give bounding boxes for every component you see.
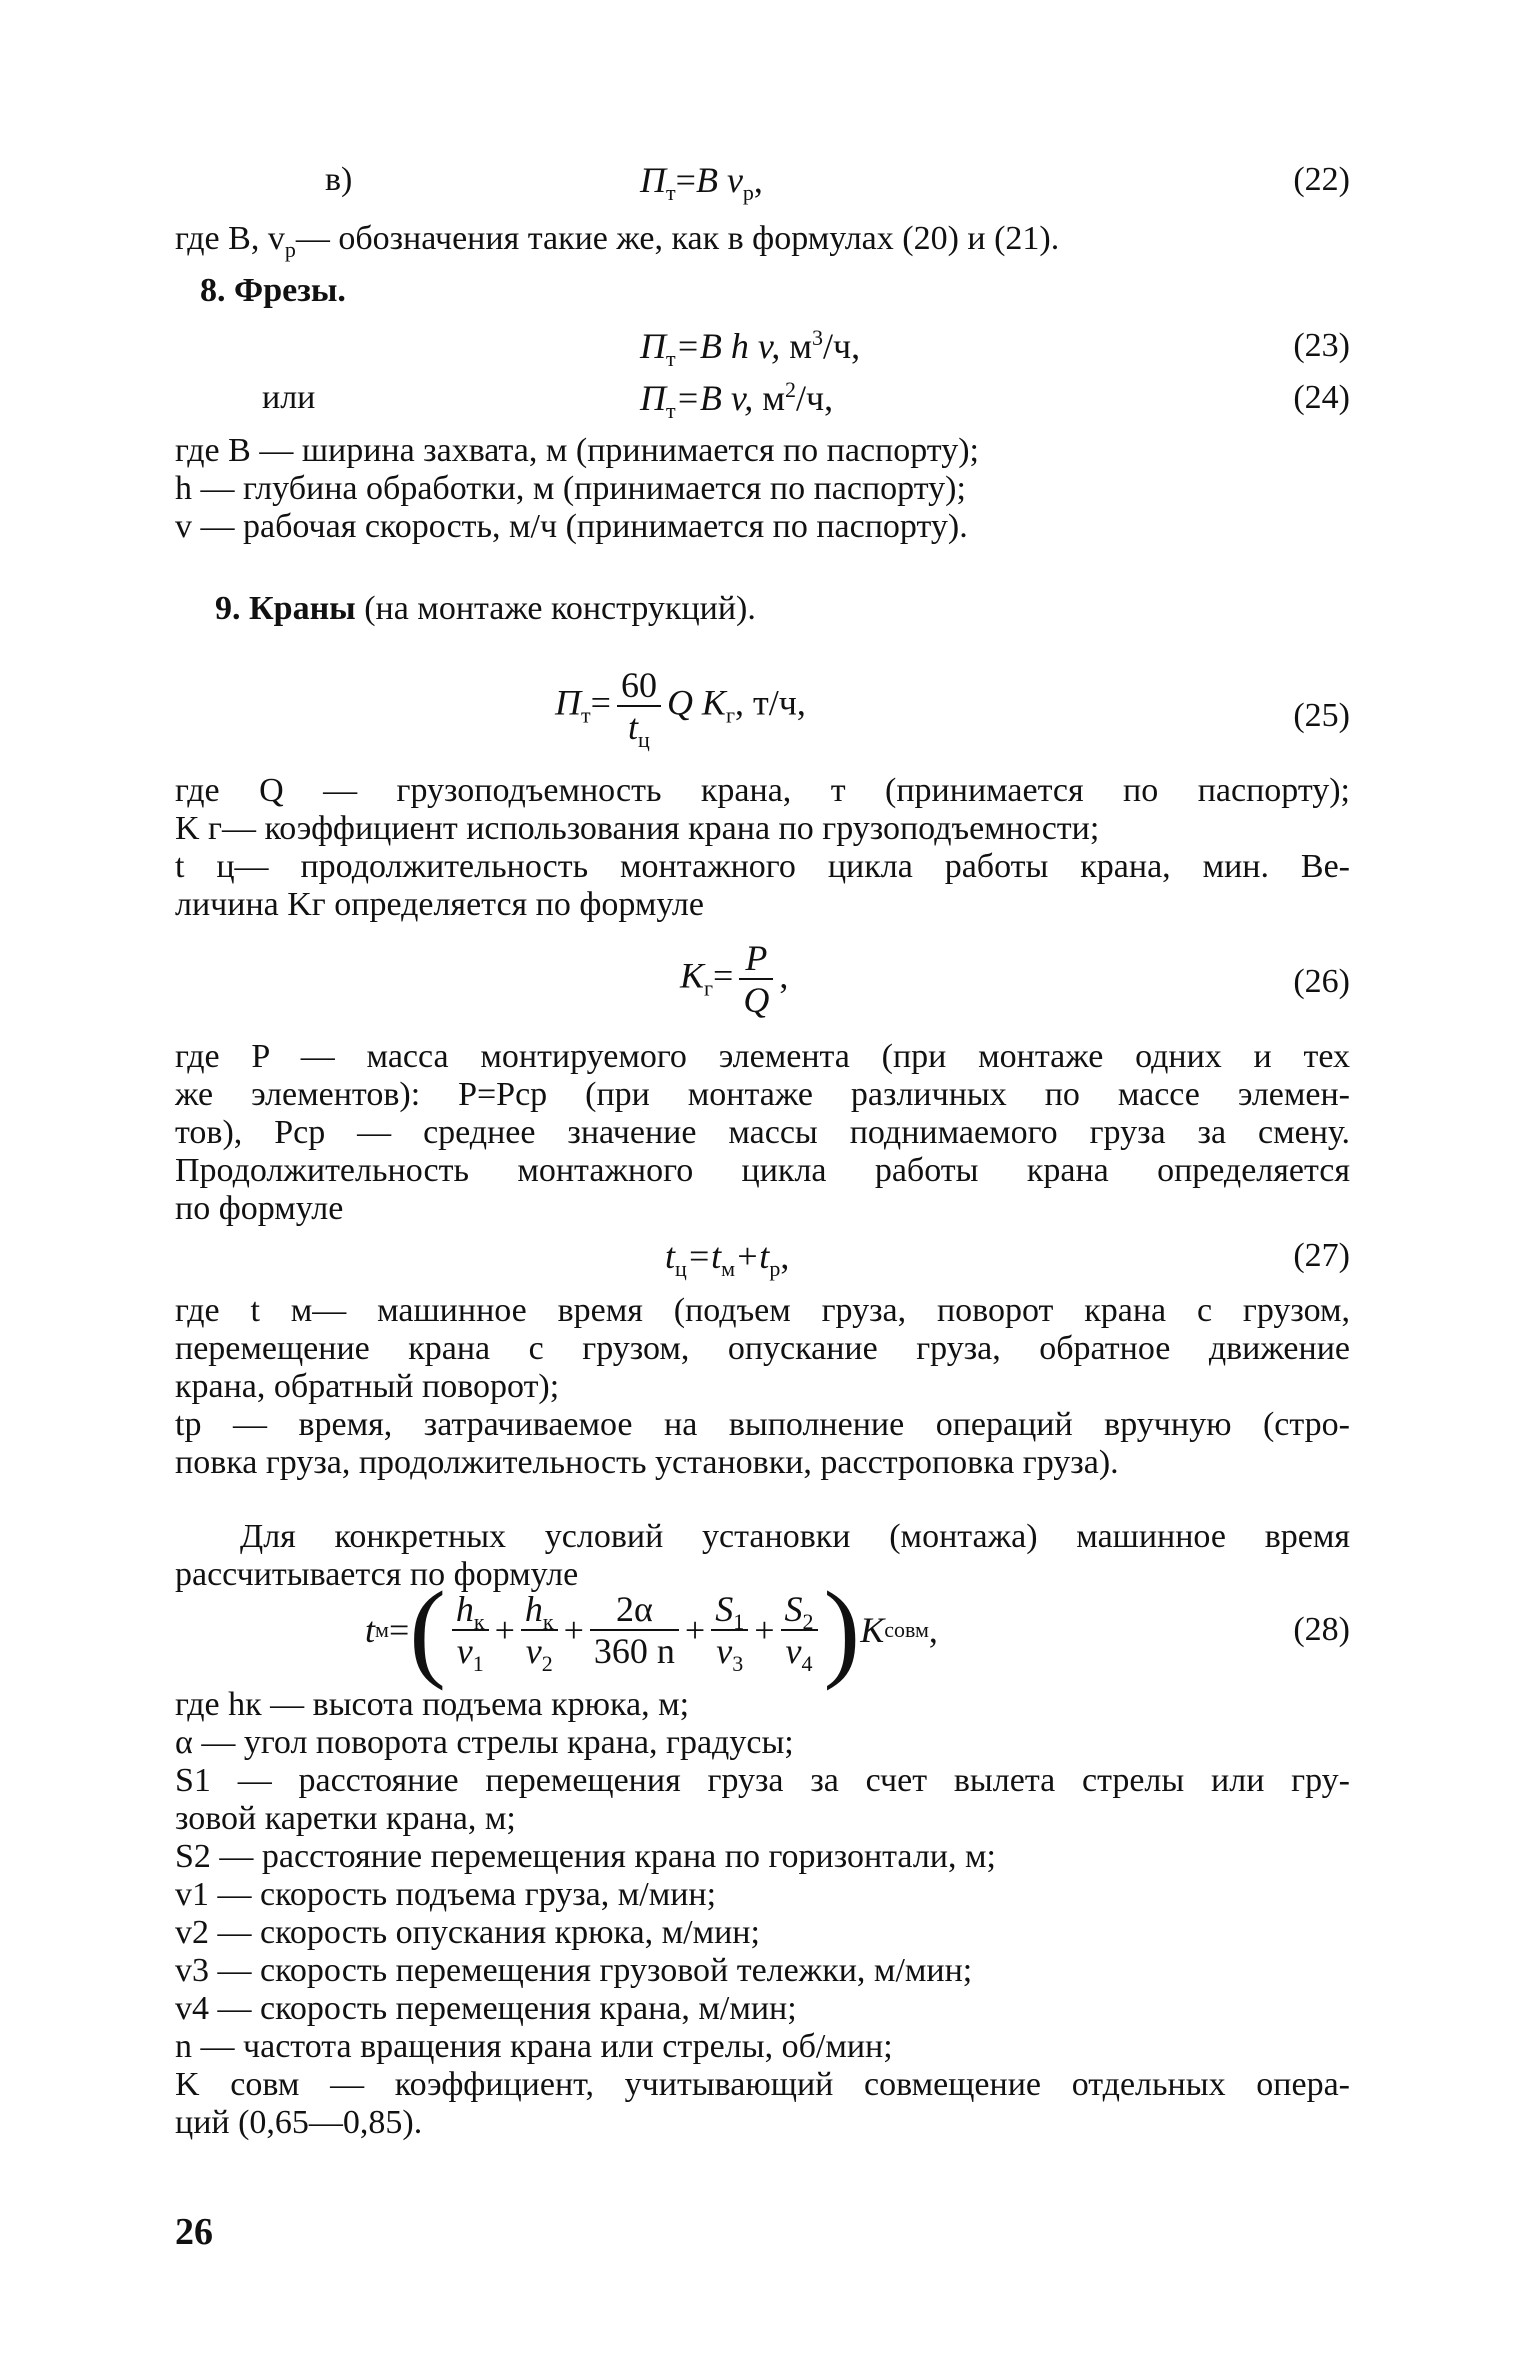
eq23-lhs-sub: т — [666, 346, 676, 372]
eq26-lhs: K — [680, 955, 705, 996]
eq27-lhs: t — [665, 1236, 676, 1276]
eq22-expl-rest: — обозначения такие же, как в формулах (20) и (21). — [295, 220, 1060, 257]
eq27-term2: +t — [735, 1236, 770, 1276]
eq28-f4-den: v — [716, 1631, 733, 1671]
eq25-eqsign: = — [590, 682, 611, 723]
defs28-line-9: v4 — скорость перемещения крана, м/мин; — [175, 1990, 797, 2027]
eq22-lhs: П — [640, 160, 666, 200]
eq24-rhs: =B v, — [675, 378, 754, 418]
eq28-f4-den-sub: 3 — [732, 1651, 744, 1677]
heading-9 — [215, 590, 1390, 628]
eq28-fraction-5 — [781, 1589, 818, 1677]
eq25-rest: Q K — [666, 682, 726, 723]
eq23-number: (23) — [1293, 327, 1350, 364]
defs28-line-2: α — угол поворота стрелы крана, градусы; — [175, 1724, 794, 1761]
heading-8: 8. Фрезы. — [200, 272, 346, 309]
eq24-unit-tail: /ч, — [796, 378, 834, 418]
eq27-term2-sub: р — [769, 1256, 781, 1282]
eq28-f2-den-sub: 2 — [541, 1651, 553, 1677]
eq25-lhs: П — [555, 682, 581, 723]
defs8-line-1: где B — ширина захвата, м (принимается по паспорту); — [175, 432, 979, 469]
defs27-line-4: tр — время, затрачиваемое на выполнение операций вручную (стро- — [175, 1406, 1350, 1443]
defs25-line-2: K г— коэффициент использования крана по грузоподъемности; — [175, 810, 1100, 847]
eq23-unit: м — [789, 326, 812, 366]
eq28-fraction-3 — [590, 1589, 679, 1671]
eq28-f5-den: v — [785, 1631, 802, 1671]
eq28-plus-1: + — [494, 1610, 515, 1650]
eq27-tail: , — [780, 1236, 790, 1276]
eq26-eqsign: = — [713, 955, 734, 996]
eq25-fraction — [617, 665, 661, 753]
eq26-lhs-sub: г — [704, 975, 714, 1001]
defs28-line-10: n — частота вращения крана или стрелы, об/мин; — [175, 2028, 893, 2065]
eq22-tail: , — [753, 160, 763, 200]
eq22-eqsign: = — [675, 160, 696, 200]
eq28-f5-den-sub: 4 — [801, 1651, 813, 1677]
formula-22 — [640, 160, 763, 206]
formula-25 — [555, 665, 806, 753]
heading9-number: 9. — [215, 590, 241, 627]
defs28-line-1: где hк — высота подъема крюка, м; — [175, 1686, 690, 1723]
defs28-line-8: v3 — скорость перемещения грузовой тележки, м/мин; — [175, 1952, 973, 1989]
eq22-lhs-sub: т — [666, 180, 676, 206]
eq22-label: в) — [325, 161, 353, 198]
eq28-f1-num: h — [455, 1589, 474, 1629]
eq22-explanation — [175, 220, 1350, 262]
eq28-fraction-2 — [521, 1589, 558, 1677]
eq28-plus-3: + — [684, 1610, 706, 1650]
eq24-lhs-sub: т — [666, 398, 676, 424]
eq28-fraction-1 — [452, 1589, 489, 1677]
eq25-den-sub: ц — [638, 727, 650, 753]
eq27-term1: =t — [686, 1236, 722, 1276]
defs28-line-5: S2 — расстояние перемещения крана по горизонтали, м; — [175, 1838, 996, 1875]
eq22-number: (22) — [1293, 161, 1350, 198]
defs8-line-3: v — рабочая скорость, м/ч (принимается по паспорту). — [175, 508, 968, 545]
formula-27 — [665, 1236, 790, 1282]
eq27-lhs-sub: ц — [675, 1256, 687, 1282]
eq25-lhs-sub: т — [581, 702, 591, 728]
eq25-unit: , т/ч, — [734, 682, 806, 723]
eq28-f3-num: 2α — [590, 1589, 679, 1631]
formula-23 — [640, 325, 861, 372]
defs8-line-2: h — глубина обработки, м (принимается по паспорту); — [175, 470, 966, 507]
defs27-line-2: перемещение крана с грузом, опускание груза, обратное движение — [175, 1330, 1350, 1367]
eq26-number: (26) — [1293, 963, 1350, 1000]
eq28-plus-4: + — [754, 1610, 775, 1650]
defs28-line-7: v2 — скорость опускания крюка, м/мин; — [175, 1914, 760, 1951]
para28-line-1: Для конкретных условий установки (монтажа) машинное время — [240, 1518, 1350, 1555]
defs25-line-3: t ц— продолжительность монтажного цикла работы крана, мин. Ве- — [175, 848, 1350, 885]
defs26-line-1: где P — масса монтируемого элемента (при монтаже одних и тех — [175, 1038, 1350, 1075]
formula-28: t м = ( $\frac{h_к}{v_1}$ + $\frac{h_к}{v_2}$ + $\frac{2\alpha}{360 n}$ + $\frac{S_1}{v_3}$ + $\frac{S_2}{v_4}$ ) K совм , — [365, 1569, 938, 1691]
eq25-rest-sub: г — [725, 702, 735, 728]
eq28-f2-den: v — [525, 1631, 542, 1671]
defs27-line-1: где t м— машинное время (подъем груза, поворот крана с грузом, — [175, 1292, 1350, 1329]
defs26-line-5: по формуле — [175, 1190, 344, 1227]
heading9-title: Краны — [249, 590, 356, 627]
eq24-lhs: П — [640, 378, 666, 418]
formula-26 — [680, 938, 788, 1020]
eq26-tail: , — [779, 955, 789, 996]
eq22-expl-sub: р — [284, 236, 296, 262]
eq22-expl-start: где B, v — [175, 220, 285, 257]
eq22-rhs-b: B — [695, 160, 718, 200]
defs28-line-3: S1 — расстояние перемещения груза за счет вылета стрелы или гру- — [175, 1762, 1350, 1799]
defs27-line-3: крана, обратный поворот); — [175, 1368, 560, 1405]
defs26-line-4: Продолжительность монтажного цикла работы крана определяется — [175, 1152, 1350, 1189]
defs28-line-12: ций (0,65—0,85). — [175, 2104, 423, 2141]
eq24-unit: м — [762, 378, 785, 418]
formula-24 — [640, 377, 834, 424]
eq22-rhs-v-sub: р — [742, 180, 754, 206]
eq23-unit-sup: 3 — [812, 325, 823, 350]
eq28-k: K — [860, 1610, 885, 1650]
defs26-line-2: же элементов): P=Pср (при монтаже различных по массе элемен- — [175, 1076, 1350, 1113]
defs28-line-6: v1 — скорость подъема груза, м/мин; — [175, 1876, 717, 1913]
eq26-fraction — [739, 938, 773, 1020]
defs28-line-11: K совм — коэффициент, учитывающий совмещение отдельных опера- — [175, 2066, 1350, 2103]
defs26-line-3: тов), Pср — среднее значение массы поднимаемого груза за смену. — [175, 1114, 1350, 1151]
eq28-f3-den: 360 n — [593, 1631, 675, 1671]
eq26-denominator: Q — [743, 980, 770, 1020]
eq24-label: или — [262, 379, 316, 416]
para28-line-2: рассчитывается по формуле — [175, 1556, 579, 1593]
eq28-tail: , — [928, 1610, 938, 1650]
eq27-term1-sub: м — [721, 1256, 736, 1282]
eq25-number: (25) — [1293, 697, 1350, 734]
eq28-fraction-4 — [711, 1589, 748, 1677]
eq25-den: t — [628, 707, 639, 747]
eq28-f1-num-sub: к — [473, 1609, 485, 1635]
eq23-unit-tail: /ч, — [823, 326, 861, 366]
eq28-f5-num-sub: 2 — [802, 1609, 814, 1635]
eq28-f2-num-sub: к — [542, 1609, 554, 1635]
eq28-f5-num: S — [784, 1589, 803, 1629]
eq28-f1-den-sub: 1 — [472, 1651, 484, 1677]
eq28-f4-num-sub: 1 — [733, 1609, 745, 1635]
eq28-lhs: t — [365, 1610, 376, 1650]
eq23-rhs: =B h v, — [675, 326, 781, 366]
heading9-subtitle: (на монтаже конструкций). — [364, 590, 756, 627]
defs25-line-4: личина Kг определяется по формуле — [175, 886, 704, 923]
eq23-lhs: П — [640, 326, 666, 366]
eq25-numerator: 60 — [617, 665, 661, 707]
eq28-plus-2: + — [563, 1610, 584, 1650]
eq24-number: (24) — [1293, 379, 1350, 416]
eq27-number: (27) — [1293, 1237, 1350, 1274]
eq28-number: (28) — [1293, 1611, 1350, 1648]
eq28-f2-num: h — [524, 1589, 543, 1629]
eq28-eqsign: = — [388, 1610, 410, 1650]
eq24-unit-sup: 2 — [785, 377, 796, 402]
eq28-right-paren: ) — [823, 1569, 861, 1691]
eq28-left-paren: ( — [409, 1569, 446, 1691]
defs28-line-4: зовой каретки крана, м; — [175, 1800, 516, 1837]
page-number: 26 — [175, 2211, 213, 2253]
eq26-numerator: P — [739, 938, 773, 980]
eq28-f1-den: v — [456, 1631, 473, 1671]
eq28-f4-num: S — [715, 1589, 734, 1629]
eq22-rhs-v: v — [726, 160, 743, 200]
defs27-line-5: повка груза, продолжительность установки, расстроповка груза). — [175, 1444, 1119, 1481]
defs25-line-1: где Q — грузоподъемность крана, т (принимается по паспорту); — [175, 772, 1350, 809]
